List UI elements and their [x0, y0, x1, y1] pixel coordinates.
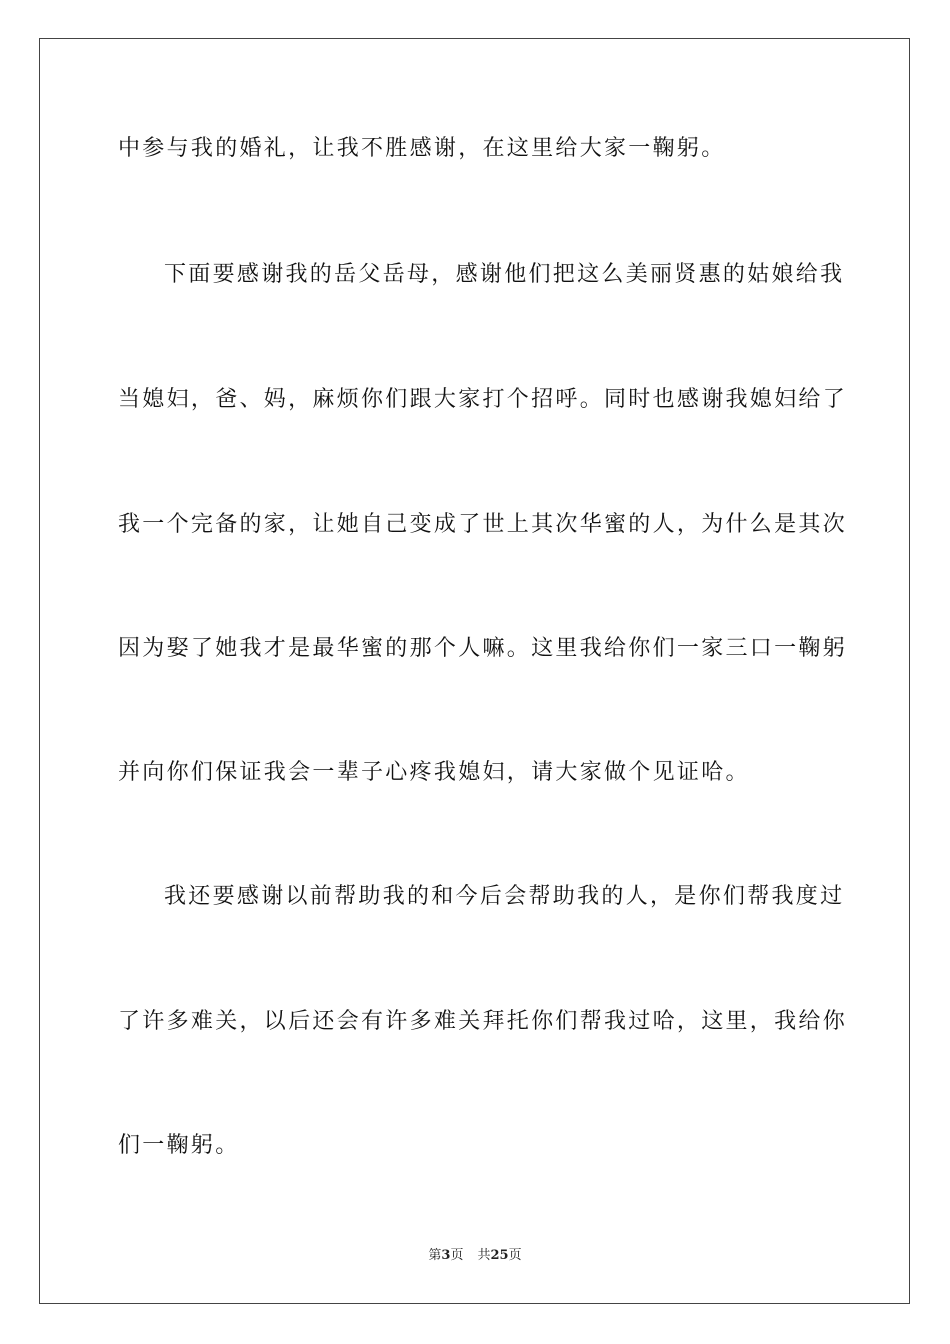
- paragraph-line-3: 当媳妇，爸、妈，麻烦你们跟大家打个招呼。同时也感谢我媳妇给了: [118, 387, 848, 412]
- paragraph-line-9: 们一鞠躬。: [118, 1133, 240, 1158]
- page-prefix: 第: [428, 1248, 442, 1263]
- page-suffix: 页: [450, 1248, 464, 1263]
- paragraph-line-2: 下面要感谢我的岳父岳母，感谢他们把这么美丽贤惠的姑娘给我: [164, 262, 845, 287]
- page-footer: [0, 1247, 950, 1265]
- total-pages: 25: [490, 1248, 509, 1263]
- paragraph-line-6: 并向你们保证我会一辈子心疼我媳妇，请大家做个见证哈。: [118, 760, 750, 785]
- paragraph-line-5: 因为娶了她我才是最华蜜的那个人嘛。这里我给你们一家三口一鞠躬: [118, 636, 848, 661]
- page-border: [39, 38, 910, 1304]
- paragraph-line-1: 中参与我的婚礼，让我不胜感谢，在这里给大家一鞠躬。: [118, 136, 726, 161]
- total-prefix: 共: [477, 1248, 491, 1263]
- paragraph-line-4: 我一个完备的家，让她自己变成了世上其次华蜜的人，为什么是其次: [118, 512, 848, 537]
- total-suffix: 页: [508, 1248, 522, 1263]
- page-number: 3: [441, 1248, 451, 1263]
- paragraph-line-8: 了许多难关，以后还会有许多难关拜托你们帮我过哈，这里，我给你: [118, 1009, 848, 1034]
- paragraph-line-7: 我还要感谢以前帮助我的和今后会帮助我的人，是你们帮我度过: [164, 884, 845, 909]
